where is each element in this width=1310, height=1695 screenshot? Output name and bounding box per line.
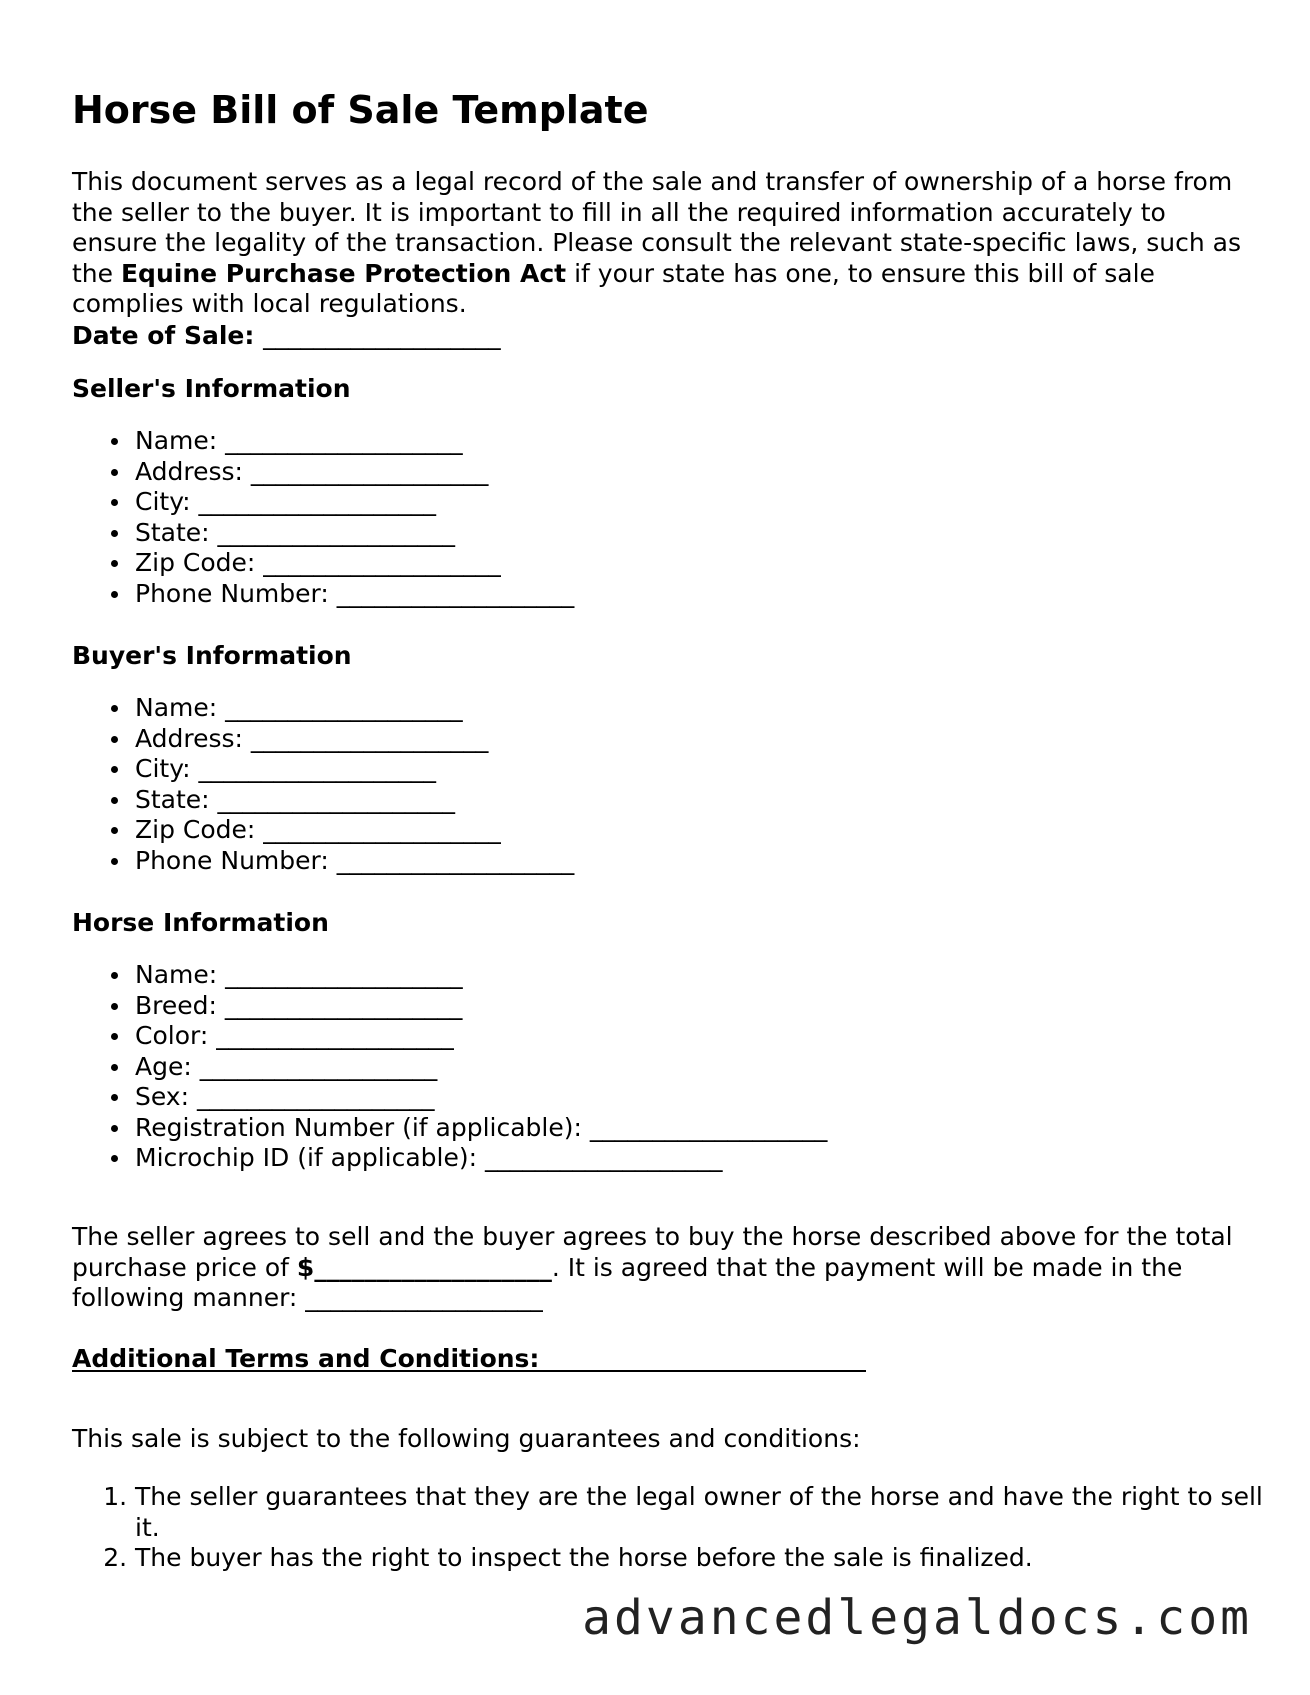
seller-city-field[interactable]: City: ___________________ xyxy=(135,487,574,518)
buyer-fields-list xyxy=(72,693,574,876)
price-amount-blank[interactable]: $___________________ xyxy=(296,1252,552,1282)
price-text-end: . It is agreed that the payment will be made in the following manner: ___________________ xyxy=(72,1252,1183,1312)
horse-fields-list xyxy=(72,960,827,1174)
seller-zip-field[interactable]: Zip Code: ___________________ xyxy=(135,548,574,579)
buyer-city-field[interactable]: City: ___________________ xyxy=(135,754,574,785)
intro-act-name: Equine Purchase Protection Act xyxy=(120,258,567,288)
intro-paragraph xyxy=(72,167,1242,320)
additional-terms-heading: Additional Terms and Conditions: xyxy=(72,1344,540,1373)
condition-item: 2. The buyer has the right to inspect the horse before the sale is finalized. xyxy=(135,1543,1275,1574)
document-title: Horse Bill of Sale Template xyxy=(72,88,649,132)
buyer-name-field[interactable]: Name: ___________________ xyxy=(135,693,574,724)
buyer-zip-field[interactable]: Zip Code: ___________________ xyxy=(135,815,574,846)
horse-microchip-field[interactable]: Microchip ID (if applicable): ___________________ xyxy=(135,1143,827,1174)
conditions-intro: This sale is subject to the following guarantees and conditions: xyxy=(72,1424,861,1453)
horse-age-field[interactable]: Age: ___________________ xyxy=(135,1052,827,1083)
date-of-sale-blank[interactable]: ___________________ xyxy=(263,321,501,350)
seller-address-field[interactable]: Address: ___________________ xyxy=(135,457,574,488)
horse-color-field[interactable]: Color: ___________________ xyxy=(135,1021,827,1052)
seller-state-field[interactable]: State: ___________________ xyxy=(135,518,574,549)
price-text-start: The seller agrees to sell and the buyer agrees to buy the horse described above for the total purchase price of xyxy=(72,1222,1233,1282)
watermark: advancedlegaldocs.com xyxy=(582,1590,1252,1646)
conditions-list xyxy=(72,1482,1275,1574)
horse-heading: Horse Information xyxy=(72,908,329,937)
additional-terms-blank[interactable] xyxy=(72,1370,866,1372)
date-of-sale-label: Date of Sale: xyxy=(72,321,255,350)
date-of-sale-line xyxy=(72,321,501,351)
buyer-phone-field[interactable]: Phone Number: ___________________ xyxy=(135,845,575,875)
horse-sex-field[interactable]: Sex: ___________________ xyxy=(135,1082,827,1113)
purchase-price-paragraph xyxy=(72,1222,1242,1314)
seller-phone-field[interactable]: Phone Number: ___________________ xyxy=(135,578,575,608)
horse-breed-field[interactable]: Breed: ___________________ xyxy=(135,991,827,1022)
seller-heading: Seller's Information xyxy=(72,374,351,403)
buyer-state-field[interactable]: State: ___________________ xyxy=(135,785,574,816)
seller-name-field[interactable]: Name: ___________________ xyxy=(135,426,574,457)
intro-text-end: if your state has one, to ensure this bill of sale complies with local regulations. xyxy=(72,258,1155,318)
horse-registration-field[interactable]: Registration Number (if applicable): ___________________ xyxy=(135,1112,828,1142)
seller-fields-list xyxy=(72,426,574,609)
condition-item: 1. The seller guarantees that they are the legal owner of the horse and have the right to sell it. xyxy=(135,1482,1275,1543)
buyer-heading: Buyer's Information xyxy=(72,641,352,670)
buyer-address-field[interactable]: Address: ___________________ xyxy=(135,724,574,755)
horse-name-field[interactable]: Name: ___________________ xyxy=(135,960,827,991)
intro-text-start: This document serves as a legal record of the sale and transfer of ownership of a horse from the seller to the buyer. It is important to fill in all the required information accurately to ensure the legality of the transaction. Please consult the relevant state-specific laws, such as the xyxy=(72,167,1241,288)
